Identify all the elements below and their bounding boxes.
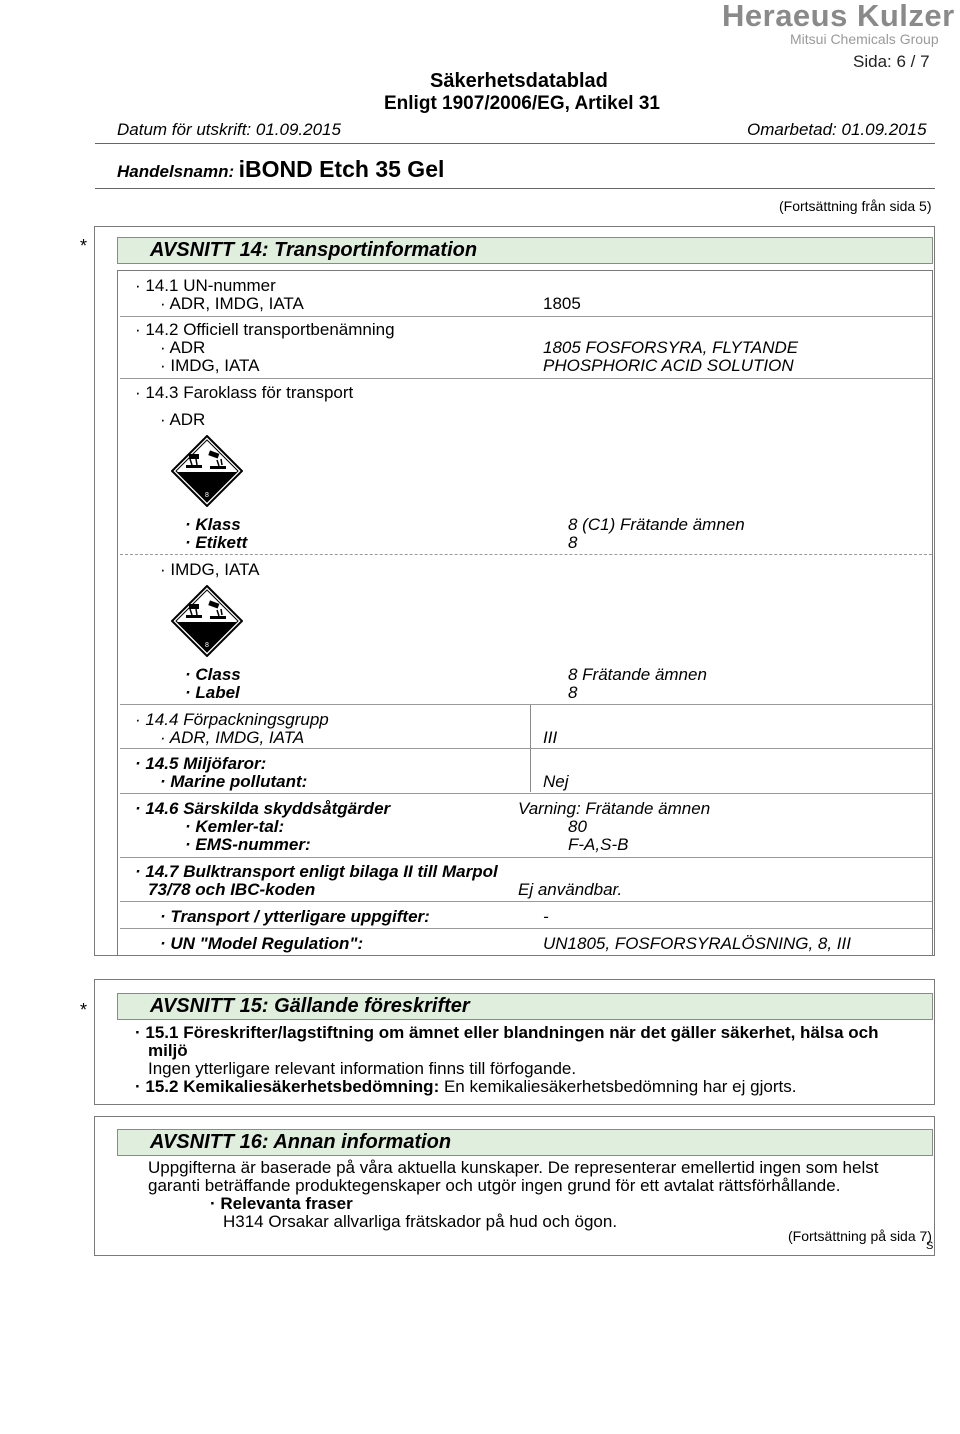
divider: [120, 748, 932, 749]
trade-name-row: [117, 156, 444, 183]
section-14-changed-marker: *: [80, 236, 88, 256]
un-number-heading: · 14.1 UN-nummer: [135, 276, 276, 295]
ems-label: · EMS-nummer:: [185, 835, 311, 854]
trade-divider: [95, 188, 935, 189]
special-precautions-value: Varning: Frätande ämnen: [518, 799, 711, 818]
divider: [120, 704, 932, 705]
hazard-class-heading: · 14.3 Faroklass för transport: [135, 383, 354, 402]
pictogram-number: 8: [205, 642, 209, 649]
header-divider: [95, 143, 935, 144]
marine-pollutant-value: Nej: [543, 772, 569, 791]
adr-label-value: 8: [568, 533, 578, 552]
transport-additional-label: · Transport / ytterligare uppgifter:: [160, 907, 430, 926]
relevant-phrases-heading: · Relevanta fraser: [210, 1194, 353, 1213]
dashed-divider: [120, 554, 932, 555]
section-16-heading: AVSNITT 16: Annan information: [117, 1129, 933, 1156]
divider: [120, 901, 932, 902]
chemical-safety-assessment: [135, 1077, 796, 1097]
chemical-safety-assessment-value: En kemikaliesäkerhetsbedömning har ej gjorts.: [443, 1077, 797, 1096]
other-info-line2: garanti beträffande produktegenskaper och utgör ingen grund för ett avtalat rättsförhållande.: [148, 1176, 841, 1195]
print-date: Datum för utskrift: 01.09.2015: [117, 120, 341, 139]
continued-on: (Fortsättning på sida 7): [788, 1228, 932, 1244]
un-model-regulation-label: · UN "Model Regulation":: [160, 934, 364, 953]
bulk-transport-value: Ej användbar.: [518, 880, 623, 899]
brand-subtitle: Mitsui Chemicals Group: [790, 31, 939, 47]
divider: [120, 378, 932, 379]
imdg-label-value: 8: [568, 683, 578, 702]
bulk-transport-heading-line2: 73/78 och IBC-koden: [148, 880, 316, 899]
section-15-changed-marker: *: [80, 1000, 88, 1020]
kemler-label: · Kemler-tal:: [185, 817, 285, 836]
section-14-heading: AVSNITT 14: Transportinformation: [117, 237, 933, 264]
imdg-class-label: · Class: [185, 665, 241, 684]
section-15-heading: AVSNITT 15: Gällande föreskrifter: [117, 993, 933, 1020]
env-hazards-heading: · 14.5 Miljöfaror:: [135, 754, 267, 773]
document-subtitle: Enligt 1907/2006/EG, Artikel 31: [384, 93, 660, 114]
trade-name: iBOND Etch 35 Gel: [238, 156, 445, 182]
trade-name-label: Handelsnamn:: [117, 162, 235, 181]
brand-logo: Heraeus Kulzer: [722, 0, 955, 33]
un-model-regulation-value: UN1805, FOSFORSYRALÖSNING, 8, III: [543, 934, 851, 953]
divider: [120, 928, 932, 929]
revised-date: Omarbetad: 01.09.2015: [747, 120, 927, 139]
imdg-iata-label: · IMDG, IATA: [160, 560, 260, 579]
shipping-name-imdg-value: PHOSPHORIC ACID SOLUTION: [543, 356, 794, 375]
regulations-heading-line2: miljö: [148, 1041, 188, 1060]
divider: [120, 857, 932, 858]
special-precautions-heading: · 14.6 Särskilda skyddsåtgärder: [135, 799, 391, 818]
divider: [530, 705, 531, 748]
adr-class-label: · Klass: [185, 515, 241, 534]
adr-class-value: 8 (C1) Frätande ämnen: [568, 515, 745, 534]
packing-group-value: III: [543, 728, 558, 747]
other-info-line1: Uppgifterna är baserade på våra aktuella kunskaper. De representerar emellertid ingen som helst: [148, 1158, 879, 1177]
document-title: Säkerhetsdatablad: [430, 70, 608, 92]
relevant-phrases-text: H314 Orsakar allvarliga frätskador på hud och ögon.: [223, 1212, 618, 1231]
imdg-label-label: · Label: [185, 683, 240, 702]
packing-group-label: · ADR, IMDG, IATA: [160, 728, 305, 747]
regulations-heading: · 15.1 Föreskrifter/lagstiftning om ämnet eller blandningen när det gäller säkerhet, hälsa och: [135, 1023, 879, 1042]
footer-mark: S: [926, 1240, 934, 1252]
chemical-safety-assessment-label: · 15.2 Kemikaliesäkerhetsbedömning:: [135, 1077, 440, 1096]
marine-pollutant-label: · Marine pollutant:: [160, 772, 308, 791]
adr-label-label: · Etikett: [185, 533, 248, 552]
ems-value: F-A,S-B: [568, 835, 629, 854]
regulations-text: Ingen ytterligare relevant information finns till förfogande.: [148, 1059, 577, 1078]
corrosive-pictogram-icon: [171, 435, 243, 507]
continued-from: (Fortsättning från sida 5): [779, 198, 932, 214]
transport-additional-value: -: [543, 907, 549, 926]
shipping-name-heading: · 14.2 Officiell transportbenämning: [135, 320, 395, 339]
imdg-class-value: 8 Frätande ämnen: [568, 665, 707, 684]
corrosive-pictogram-icon: [171, 585, 243, 657]
divider: [530, 749, 531, 792]
divider: [120, 316, 932, 317]
shipping-name-imdg-label: · IMDG, IATA: [160, 356, 260, 375]
divider: [120, 793, 932, 794]
shipping-name-adr-label: · ADR: [160, 338, 206, 357]
packing-group-heading: · 14.4 Förpackningsgrupp: [135, 710, 329, 729]
page-number: Sida: 6 / 7: [853, 52, 930, 71]
un-number-label: · ADR, IMDG, IATA: [160, 294, 304, 313]
adr-label: · ADR: [160, 410, 206, 429]
shipping-name-adr-value: 1805 FOSFORSYRA, FLYTANDE: [543, 338, 799, 357]
kemler-value: 80: [568, 817, 587, 836]
pictogram-number: 8: [205, 492, 209, 499]
bulk-transport-heading: · 14.7 Bulktransport enligt bilaga II till Marpol: [135, 862, 498, 881]
un-number-value: 1805: [543, 294, 581, 313]
